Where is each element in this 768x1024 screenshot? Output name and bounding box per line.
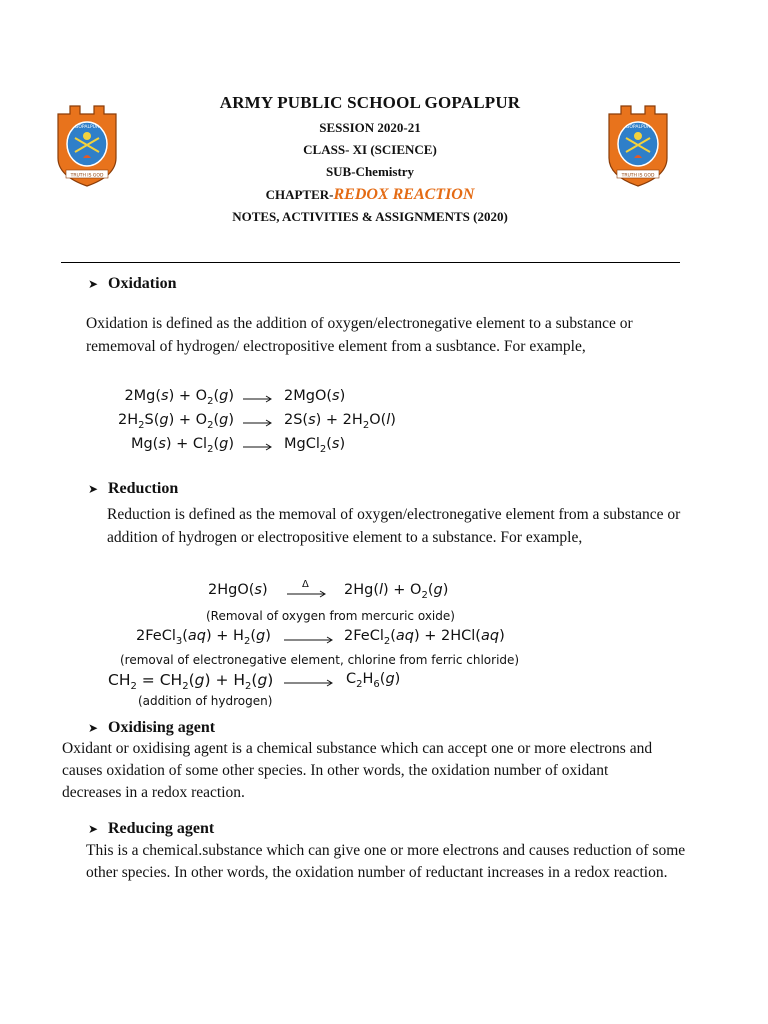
document-subtitle: NOTES, ACTIVITIES & ASSIGNMENTS (2020) — [232, 209, 508, 224]
oxidation-equations — [0, 388, 768, 468]
reduction-heading — [88, 480, 178, 498]
school-name: ARMY PUBLIC SCHOOL GOPALPUR — [219, 93, 521, 112]
equation-rhs: MgCl$_2$(s) — [284, 436, 346, 455]
chapter-line — [150, 186, 590, 204]
crest-motto: TRUTH IS GOD — [70, 173, 104, 179]
crest-top-text: GOPALPUR — [625, 125, 651, 130]
equation-rhs: $2Hg(l) + O_2(g)$ — [344, 582, 449, 601]
equation-lhs: 2HgO(s) — [208, 582, 268, 598]
school-crest-icon — [50, 100, 124, 190]
reaction-note: (addition of hydrogen) — [138, 694, 273, 708]
equation-lhs: $CH_2 = CH_2(g) + H_2(g)$ — [108, 671, 274, 693]
reaction-arrow-icon — [284, 679, 334, 687]
oxidation-heading-text: Oxidation — [108, 275, 177, 292]
reaction-arrow-icon — [243, 395, 273, 403]
chapter-title: REDOX REACTION — [333, 186, 475, 203]
oxidising-agent-heading — [88, 719, 215, 737]
reaction-note: (removal of electronegative element, chlorine from ferric chloride) — [120, 653, 520, 667]
crest-motto: TRUTH IS GOD — [621, 173, 655, 179]
reducing-agent-heading-text: Reducing agent — [108, 820, 215, 837]
bullet-arrow-icon: ➤ — [88, 721, 99, 735]
oxidising-agent-definition: Oxidant or oxidising agent is a chemical substance which can accept one or more electrons and causes oxidation of some other species. In other words, the oxidation number of oxidant decreases in a redox reaction. — [62, 740, 653, 801]
reducing-agent-heading — [88, 820, 214, 838]
reducing-agent-definition: This is a chemical.substance which can give one or more electrons and causes reduction of some other species. In other words, the oxidation number of reductant increases in a redox reaction. — [86, 842, 686, 881]
equation-rhs: 2MgO(s) — [284, 388, 346, 404]
class-label: CLASS- XI (SCIENCE) — [303, 142, 437, 157]
bullet-arrow-icon: ➤ — [88, 277, 99, 291]
heat-condition: Δ — [302, 579, 309, 590]
equation-rhs: $2S(s) + 2H_2O(l)$ — [284, 412, 396, 431]
reaction-arrow-icon — [243, 419, 273, 427]
reaction-arrow-icon — [284, 636, 334, 644]
crest-top-text: GOPALPUR — [74, 125, 100, 130]
reaction-note: (Removal of oxygen from mercuric oxide) — [206, 609, 455, 623]
subject-label: SUB-Chemistry — [325, 164, 415, 179]
reaction-arrow-icon — [243, 443, 273, 451]
equation-rhs: 2FeCl$_2$(aq) + 2HCl(aq) — [344, 628, 505, 647]
chapter-prefix: CHAPTER- — [265, 187, 334, 202]
bullet-arrow-icon: ➤ — [88, 822, 99, 836]
oxidation-definition: Oxidation is defined as the addition of oxygen/electronegative element to a substance or rememoval of hydrogen/ electropositive element from a susbtance. For example, — [86, 315, 633, 355]
reaction-arrow-icon — [287, 590, 327, 598]
equation-lhs: $2H_2S(g) + O_2(g)$ — [118, 412, 234, 431]
bullet-arrow-icon: ➤ — [88, 482, 99, 496]
document-header — [150, 93, 590, 231]
equation-rhs: $C_2H_6(g)$ — [346, 671, 401, 690]
oxidation-heading — [88, 275, 176, 293]
reduction-equations — [0, 579, 768, 712]
equation-lhs: $Mg(s) + Cl_2(g)$ — [130, 436, 234, 455]
school-crest-icon — [601, 100, 675, 190]
equation-lhs: $2Mg(s) + O_2(g)$ — [124, 388, 234, 407]
reduction-heading-text: Reduction — [108, 480, 179, 497]
header-divider — [61, 262, 680, 263]
reduction-definition: Reduction is defined as the memoval of oxygen/electronegative element from a substance or addition of hydrogen or electropositive element to a substance. For example, — [107, 506, 681, 546]
equation-lhs: 2FeCl$_3$(aq) + $H_2(g)$ — [136, 628, 271, 647]
session: SESSION 2020-21 — [319, 120, 421, 135]
oxidising-agent-heading-text: Oxidising agent — [108, 719, 216, 736]
